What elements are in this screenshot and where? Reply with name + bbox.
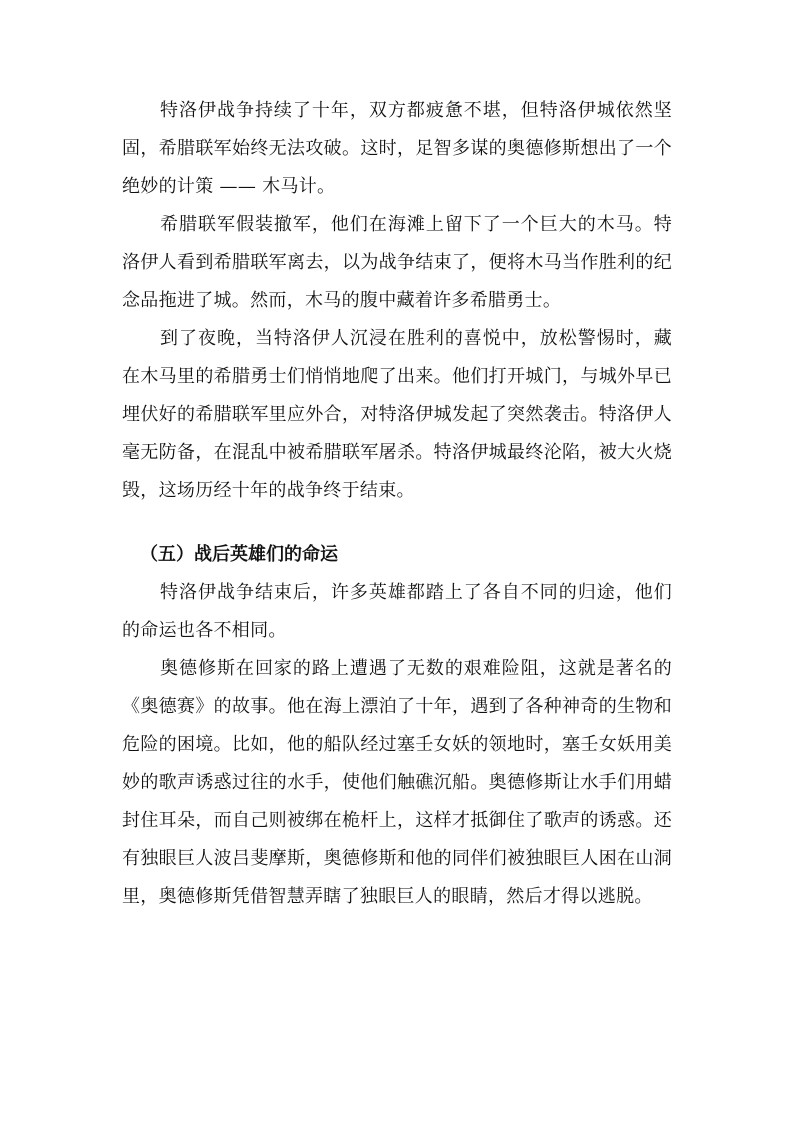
section-heading: （五）战后英雄们的命运 [140, 544, 338, 565]
paragraph-wooden-horse-plan: 特洛伊战争持续了十年，双方都疲惫不堪，但特洛伊城依然坚固，希腊联军始终无法攻破。这时，足智多谋的奥德修斯想出了一个绝妙的计策 —— 木马计。 [122, 100, 672, 197]
paragraph-fall-of-troy: 到了夜晚，当特洛伊人沉浸在胜利的喜悦中，放松警惕时，藏在木马里的希腊勇士们悄悄地爬了出来。他们打开城门，与城外早已埋伏好的希腊联军里应外合，对特洛伊城发起了突然袭击。特洛伊人毫无防备，在混乱中被希腊联军屠杀。特洛伊城最终沦陷，被大火烧毁，这场历经十年的战争终于结束。 [122, 328, 672, 501]
paragraph-odyssey: 奥德修斯在回家的路上遭遇了无数的艰难险阻，这就是著名的《奥德赛》的故事。他在海上漂泊了十年，遇到了各种神奇的生物和危险的困境。比如，他的船队经过塞壬女妖的领地时，塞壬女妖用美妙的歌声诱惑过往的水手，使他们触礁沉船。奥德修斯让水手们用蜡封住耳朵，而自己则被绑在桅杆上，这样才抵御住了歌声的诱惑。还有独眼巨人波吕斐摩斯，奥德修斯和他的同伴们被独眼巨人困在山洞里，奥德修斯凭借智慧弄瞎了独眼巨人的眼睛，然后才得以逃脱。 [122, 658, 672, 907]
paragraph-feigned-retreat: 希腊联军假装撤军，他们在海滩上留下了一个巨大的木马。特洛伊人看到希腊联军离去，以为战争结束了，便将木马当作胜利的纪念品拖进了城。然而，木马的腹中藏着许多希腊勇士。 [122, 214, 672, 311]
document-body [122, 92, 672, 916]
paragraph-heroes-return: 特洛伊战争结束后，许多英雄都踏上了各自不同的归途，他们的命运也各不相同。 [122, 582, 672, 641]
